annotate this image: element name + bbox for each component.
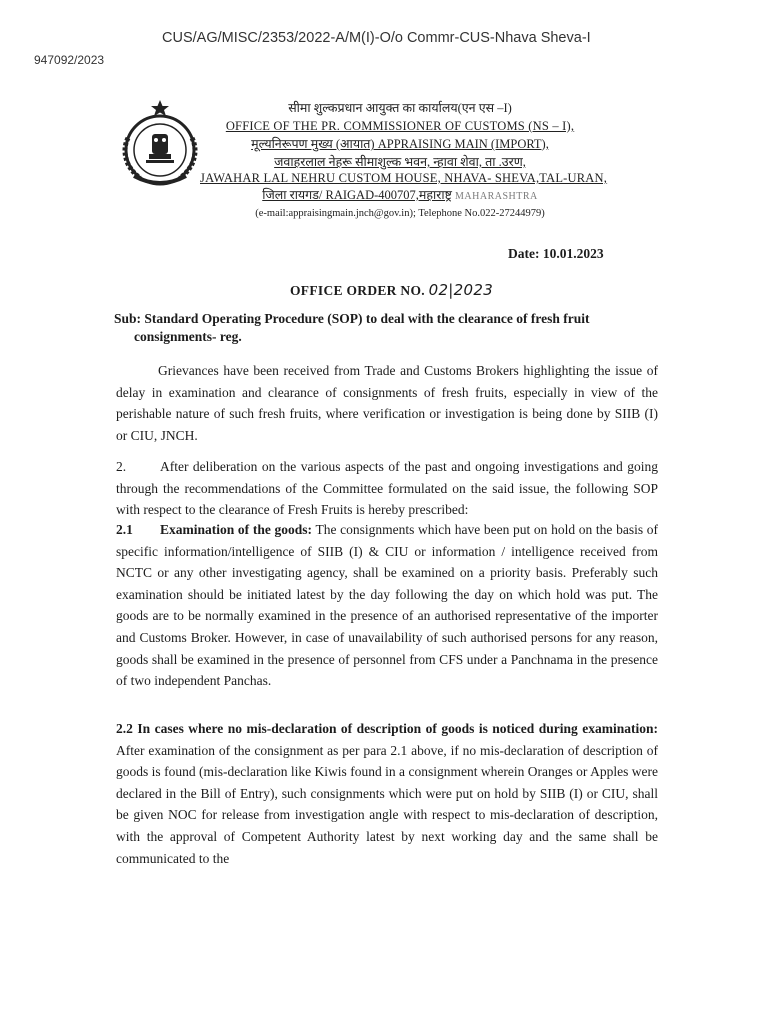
header-district: जिला रायगड/ RAIGAD-400707,महाराष्ट्र	[262, 188, 452, 202]
paragraph-2-2-text: After examination of the consignment as per para 2.1 above, if no mis-declaration of description of goods is found (mis-declaration like Kiwis found in a consignment wherein Oranges or Apples were declared in the Bill of Entry), such consignments which were put on hold by SIIB (I) or CIU, shall be given NOC for release from investigation angle with respect to mis-declaration of description, with the approval of Competent Authority latest by next working day and the same shall be communicated to the	[116, 742, 658, 866]
header-district-line	[200, 187, 600, 205]
paragraph-2-2-heading: 2.2 In cases where no mis-declaration of description of goods is noticed during examination:	[116, 721, 658, 736]
order-title	[290, 281, 493, 299]
subject-line-1: Sub: Standard Operating Procedure (SOP) to deal with the clearance of fresh fruit	[114, 311, 590, 326]
paragraph-grievances: Grievances have been received from Trade and Customs Brokers highlighting the issue of delay in examination and clearance of consignments of fresh fruits, especially in view of the perishable nature of such fresh fruits, where verification or investigation is being done by SIIB (I) or CIU, JNCH.	[116, 363, 658, 443]
paragraph-2	[116, 456, 658, 521]
file-reference: CUS/AG/MISC/2353/2022-A/M(I)-O/o Commr-CUS-Nhava Sheva-I	[162, 30, 591, 46]
paragraph-2-1-number: 2.1	[116, 522, 133, 537]
paragraph-2-1-heading: Examination of the goods:	[160, 522, 313, 537]
header-state-stamp: MAHARASHTRA	[455, 191, 538, 202]
header-hindi-office: सीमा शुल्कप्रधान आयुक्त का कार्यालय(एन एस –I)	[288, 101, 512, 115]
order-date	[508, 246, 604, 262]
customs-emblem-icon	[112, 98, 208, 190]
subject	[114, 310, 654, 346]
subject-line-2: consignments- reg.	[134, 329, 242, 344]
header-section: मूल्यनिरूपण मुख्य (आयात) APPRAISING MAIN (IMPORT),	[251, 137, 549, 151]
paragraph-2-number: 2.	[116, 459, 127, 474]
paragraph-2-2	[116, 718, 658, 869]
file-number: 947092/2023	[34, 53, 105, 67]
header-address: JAWAHAR LAL NEHRU CUSTOM HOUSE, NHAVA- SHEVA,TAL-URAN,	[200, 171, 608, 185]
header-hindi-address: जवाहरलाल नेहरू सीमाशुल्क भवन, न्हावा शेवा, ता .उरण,	[274, 155, 526, 169]
order-title-text: OFFICE ORDER NO.	[290, 283, 425, 298]
paragraph-2-text: After deliberation on the various aspects of the past and ongoing investigations and going through the recommendations of the Committee formulated on the said issue, the following SOP with respect to the clearance of Fresh Fruits is hereby prescribed:	[116, 459, 658, 518]
header-contact: (e-mail:appraisingmain.jnch@gov.in); Telephone No.022-27244979)	[255, 208, 545, 219]
date-value: 10.01.2023	[542, 246, 604, 261]
header-office: OFFICE OF THE PR. COMMISSIONER OF CUSTOMS (NS – I),	[225, 119, 575, 133]
order-number: 02|2023	[428, 281, 494, 299]
paragraph-2-1	[116, 519, 658, 692]
date-label: Date:	[508, 246, 540, 261]
paragraph-2-1-text: The consignments which have been put on hold on the basis of specific information/intelligence of SIIB (I) & CIU or information / intelligence received from NCTC or any other investigating agency, shall be examined on a priority basis. Preferably such examination should be initiated latest by the day following the day on which hold was put. The goods are to be normally examined in the presence of an authorised representative of the importer and Customs Broker. However, in case of unavailability of such authorised persons for any reason, goods shall be examined in the presence of personnel from CFS under a Panchnama in the presence of two independent Panchas.	[116, 522, 659, 689]
